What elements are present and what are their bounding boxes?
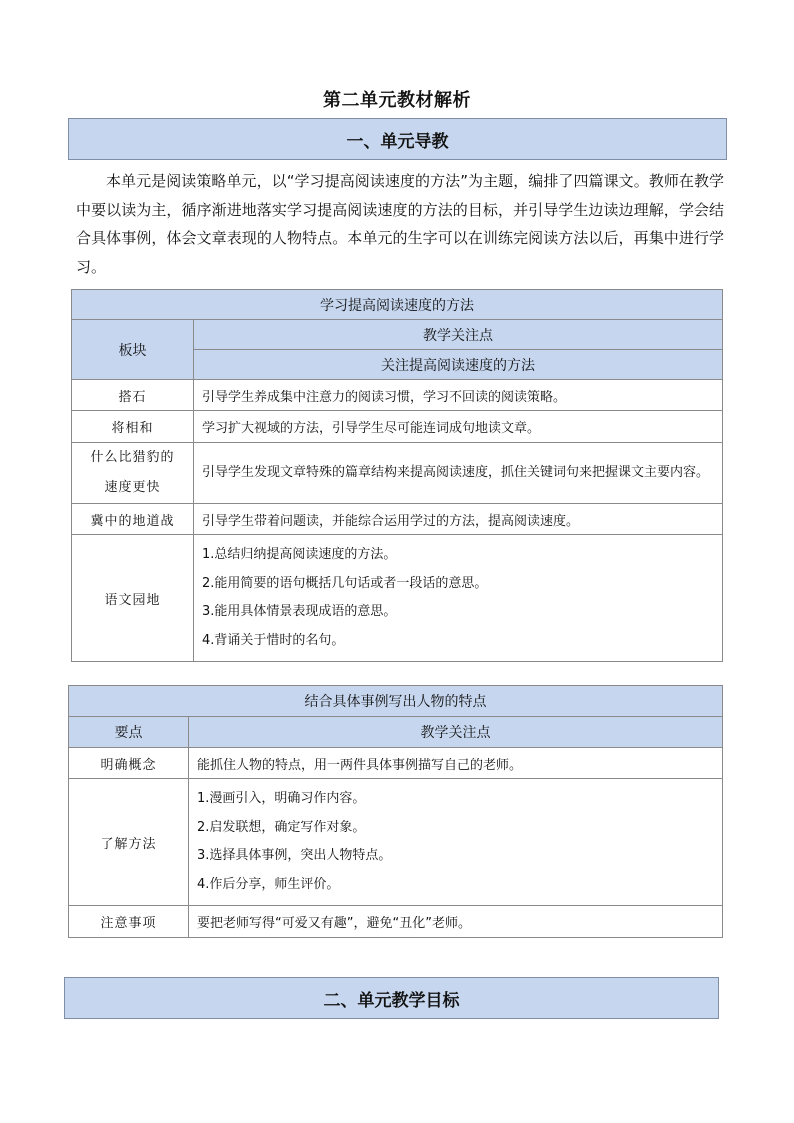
row-content: 要把老师写得“可爱又有趣”，避免“丑化”老师。 [189,906,723,938]
table-title: 结合具体事例写出人物的特点 [69,686,723,717]
table-row [72,443,723,504]
intro-paragraph: 本单元是阅读策略单元，以“学习提高阅读速度的方法”为主题，编排了四篇课文。教师在教学中要以读为主，循序渐进地落实学习提高阅读速度的方法的目标，并引导学生边读边理解，学会结合具体事例，体会文章表现的人物特点。本单元的生字可以在训练完阅读方法以后，再集中进行学习。 [76,172,724,276]
list-item: 3.选择具体事例，突出人物特点。 [197,848,392,863]
row-label: 明确概念 [69,748,189,779]
table-row [69,748,723,779]
row-content-list [189,779,723,906]
table-row [72,504,723,535]
list-item: 4.作后分享，师生评价。 [197,876,340,892]
table-row [72,411,723,443]
column-header-section: 板块 [72,320,194,380]
list-item: 2.启发联想，确定写作对象。 [197,819,366,835]
list-item: 4.背诵关于惜时的名句。 [202,632,345,648]
list-item: 2.能用简要的语句概括几句话或者一段话的意思。 [202,575,488,591]
table-row [72,380,723,411]
row-label: 语文园地 [72,535,194,662]
section-header-label: 二、单元教学目标 [323,990,460,1011]
column-header-focus: 教学关注点 [194,320,723,350]
row-label: 了解方法 [69,779,189,906]
list-item: 1.总结归纳提高阅读速度的方法。 [202,547,397,562]
character-writing-table [68,685,723,938]
row-content: 引导学生发现文章特殊的篇章结构来提高阅读速度，抓住关键词句来把握课文主要内容。 [194,443,723,504]
row-content: 引导学生养成集中注意力的阅读习惯，学习不回读的阅读策略。 [194,380,723,411]
table-row [69,779,723,906]
column-subheader: 关注提高阅读速度的方法 [194,350,723,380]
table-row [69,906,723,938]
section-header-unit-guide [68,118,727,160]
column-header-point: 要点 [69,717,189,748]
column-header-focus: 教学关注点 [189,717,723,748]
row-label: 将相和 [72,411,194,443]
row-label: 搭石 [72,380,194,411]
row-label: 注意事项 [69,906,189,938]
row-content: 引导学生带着问题读，并能综合运用学过的方法，提高阅读速度。 [194,504,723,535]
table-title: 学习提高阅读速度的方法 [72,290,723,320]
table-row [72,535,723,662]
section-header-unit-goals [64,977,719,1019]
row-content: 能抓住人物的特点，用一两件具体事例描写自己的老师。 [189,748,723,779]
row-content-list [194,535,723,662]
row-label-line: 什么比猎豹的 [90,450,175,465]
row-label [72,443,194,504]
reading-speed-table [71,289,723,662]
row-label-line: 速度更快 [104,480,161,495]
row-content: 学习扩大视域的方法，引导学生尽可能连词成句地读文章。 [194,411,723,443]
list-item: 1.漫画引入，明确习作内容。 [197,791,366,806]
page-title: 第二单元教材解析 [323,90,471,111]
list-item: 3.能用具体情景表现成语的意思。 [202,604,397,619]
section-header-label: 一、单元导教 [346,131,449,152]
row-label: 冀中的地道战 [72,504,194,535]
